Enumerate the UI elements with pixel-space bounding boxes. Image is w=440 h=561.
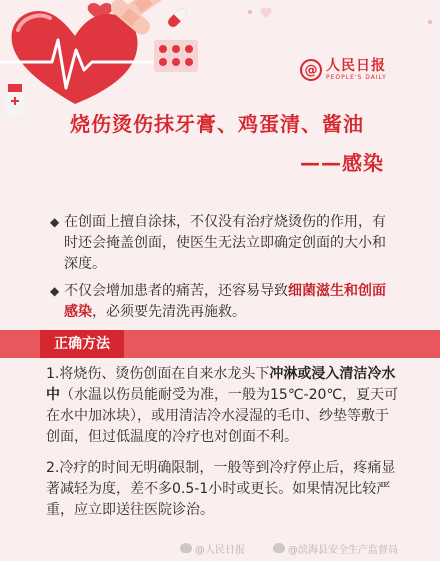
at-icon: @	[300, 59, 322, 81]
title-line-1: 烧伤烫伤抹牙膏、鸡蛋清、酱油	[70, 112, 364, 136]
page-title	[0, 108, 440, 176]
highlight-text: 细菌滋生和创面感染	[64, 283, 386, 320]
diamond-bullet-icon: ◆	[50, 284, 60, 298]
list-item	[50, 212, 398, 275]
logo-english: PEOPLE'S DAILY	[326, 74, 387, 81]
step-text: （水温以伤员能耐受为准，一般为15℃-20℃，夏天可在水中加冰块），或用清洁冷水浸湿的毛巾、纱垫等敷于创面，但过低温度的冷疗也对创面不利。	[46, 387, 399, 445]
watermark	[180, 541, 245, 556]
diamond-bullet-icon: ◆	[50, 215, 60, 229]
bullet-text: 在创面上擅自涂抹，不仅没有治疗烧烫伤的作用，有时还会掩盖创面，使医生无法立即确定创面的大小和深度。	[64, 214, 386, 272]
list-item	[50, 281, 398, 323]
step-item: 2.冷疗的时间无明确限制，一般等到冷疗停止后，疼痛显著减轻为度，差不多0.5-1小时或更长。如果情况比较严重，应立即送往医院诊治。	[46, 460, 396, 518]
watermark-text: @人民日报	[195, 544, 245, 556]
peoples-daily-logo	[300, 56, 420, 84]
bullet-text	[64, 281, 398, 323]
capsule-icon	[166, 6, 189, 29]
weibo-icon	[273, 543, 285, 553]
watermarks	[180, 538, 440, 558]
steps-list	[46, 364, 400, 531]
logo-name: 人民日报	[326, 58, 386, 74]
warning-list	[50, 212, 398, 329]
watermark	[273, 541, 398, 556]
step-emphasis: 冲淋或浸入清洁冷水中	[46, 366, 396, 403]
bullet-text-part: 不仅会增加患者的痛苦，还容易导致	[64, 283, 288, 299]
watermark-text: @滨海县安全生产监督局	[288, 544, 398, 556]
bullet-text-part: ，必须要先清洗再施救。	[92, 304, 246, 320]
step-item	[46, 364, 400, 448]
weibo-icon	[180, 543, 192, 553]
title-line-2: ——感染	[300, 151, 384, 175]
section-title: 正确方法	[40, 330, 124, 358]
step-text: 1.将烧伤、烫伤创面在自来水龙头下	[46, 366, 270, 382]
pill-pack-icon	[154, 40, 198, 72]
